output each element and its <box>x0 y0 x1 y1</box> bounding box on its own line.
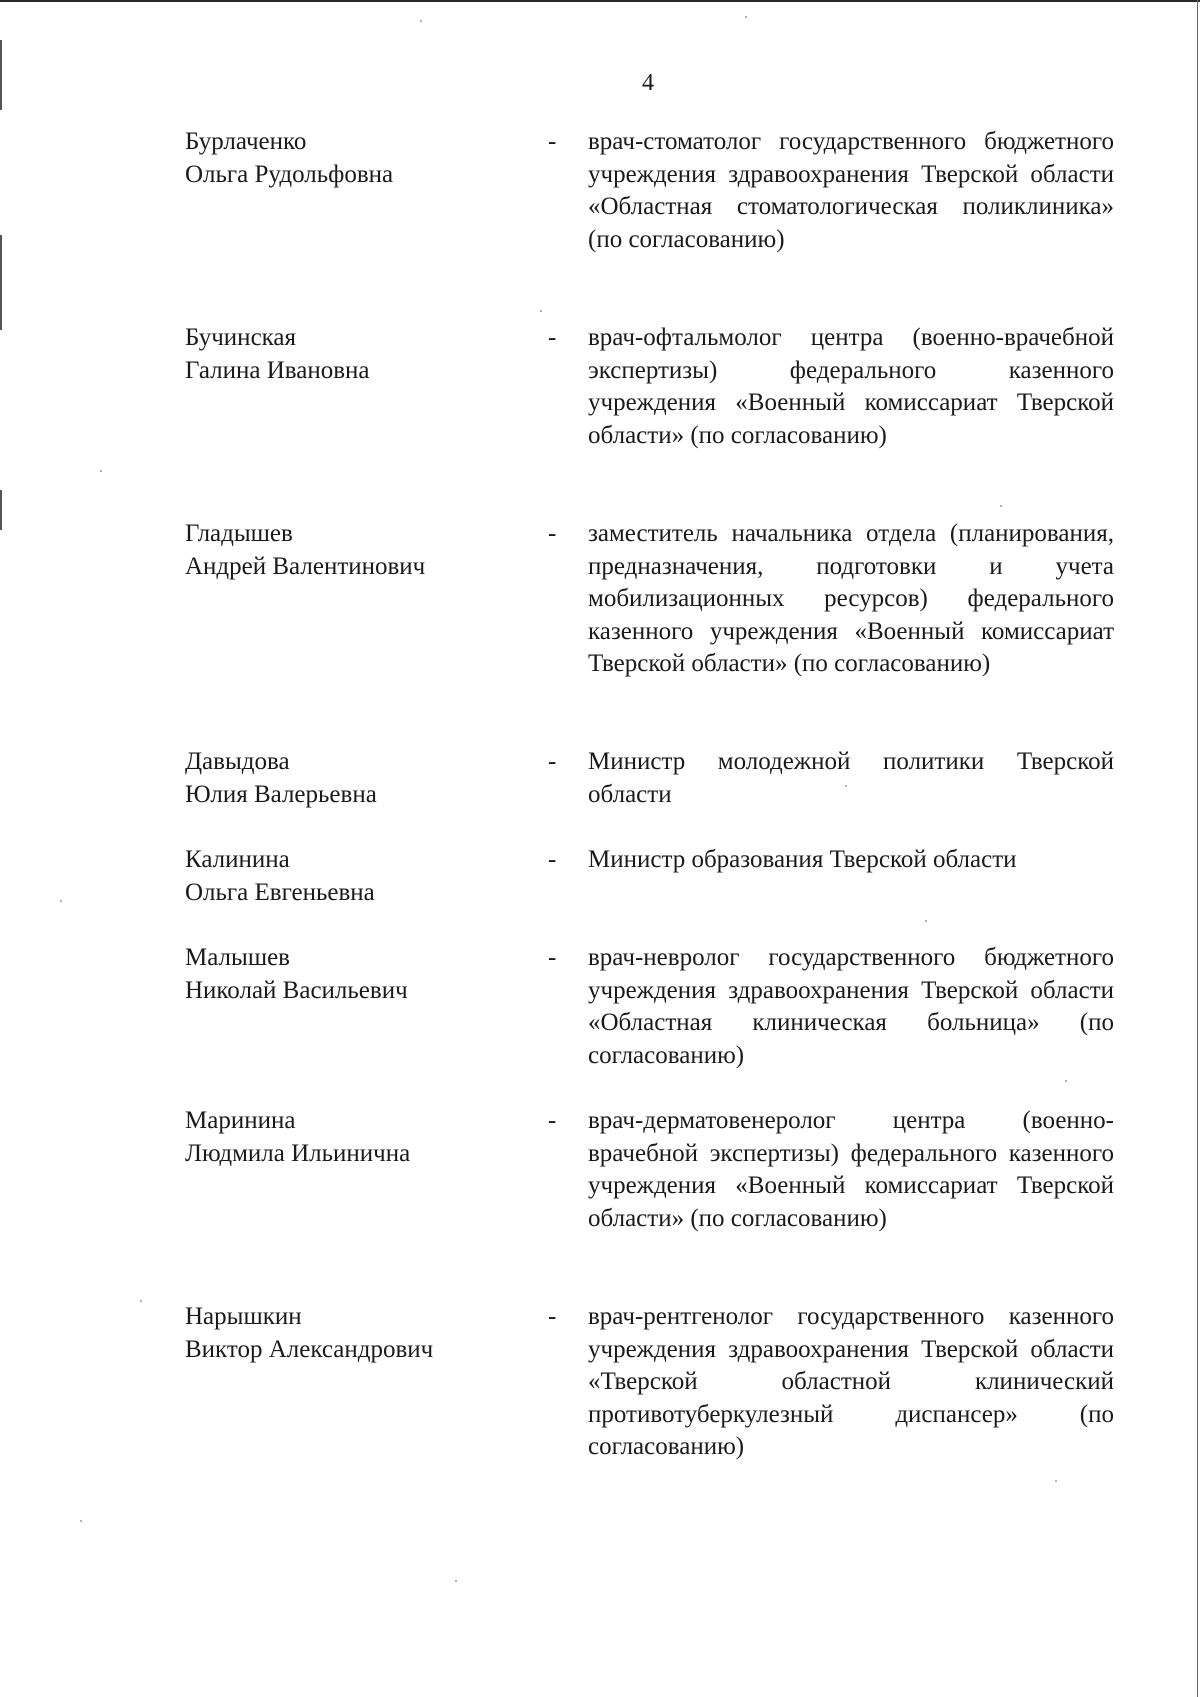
member-surname: Нарышкин <box>185 1303 302 1330</box>
entry-dash: - <box>548 846 557 873</box>
member-position: врач-рентгенолог государственного казенного учреждения здравоохранения Тверской области «Тверской областной клинический противотуберкулезный диспансер» (по согласованию) <box>588 1303 1114 1460</box>
member-given-names: Галина Ивановна <box>185 356 370 384</box>
member-position: Министр молодежной политики Тверской области <box>588 748 1114 808</box>
member-surname: Калинина <box>185 846 290 873</box>
member-name <box>185 1301 525 1366</box>
member-surname: Малышев <box>185 944 290 971</box>
entry-dash: - <box>548 748 557 775</box>
scan-speck <box>80 1520 82 1522</box>
member-position: врач-офтальмолог центра (военно-врачебной экспертизы) федерального казенного учреждения «Военный комиссариат Тверской области» (по согласованию) <box>588 324 1114 449</box>
member-given-names: Николай Васильевич <box>185 976 408 1004</box>
entry-dash: - <box>548 1107 557 1134</box>
entry-dash: - <box>548 1303 557 1330</box>
member-given-names: Юлия Валерьевна <box>185 780 377 808</box>
member-name <box>185 322 525 387</box>
member-surname: Гладышев <box>185 520 293 547</box>
member-name <box>185 942 525 1007</box>
member-position: врач-невролог государственного бюджетного учреждения здравоохранения Тверской области «Областная клиническая больница» (по согласованию) <box>588 944 1114 1069</box>
scan-speck <box>1055 1480 1057 1482</box>
member-given-names: Людмила Ильинична <box>185 1139 411 1167</box>
page-number: 4 <box>642 70 654 96</box>
scan-speck <box>540 310 542 312</box>
member-surname: Бурлаченко <box>185 128 307 155</box>
page-right-edge <box>1197 0 1198 1697</box>
scan-speck <box>100 470 102 472</box>
member-name <box>185 844 525 909</box>
scan-edge-mark <box>0 490 2 530</box>
member-given-names: Виктор Александрович <box>185 1335 434 1363</box>
member-position: заместитель начальника отдела (планирования, предназначения, подготовки и учета мобилизационных ресурсов) федерального казенного учреждения «Военный комиссариат Тверской области» (по согласованию) <box>588 520 1114 677</box>
entry-dash: - <box>548 128 557 155</box>
scan-speck <box>60 900 62 902</box>
scan-speck <box>420 20 422 22</box>
member-name <box>185 518 525 583</box>
scan-speck <box>845 785 847 787</box>
entry-dash: - <box>548 324 557 351</box>
member-name <box>185 1105 525 1170</box>
scan-speck <box>140 1300 142 1302</box>
member-position: врач-стоматолог государственного бюджетного учреждения здравоохранения Тверской области «Областная стоматологическая поликлиника» (по согласованию) <box>588 128 1114 253</box>
member-position: Министр образования Тверской области <box>588 846 1017 873</box>
member-given-names: Ольга Рудольфовна <box>185 160 394 188</box>
member-surname: Бучинская <box>185 324 297 351</box>
member-surname: Маринина <box>185 1107 296 1134</box>
scan-speck <box>745 16 747 18</box>
member-given-names: Ольга Евгеньевна <box>185 878 375 906</box>
scan-edge-mark <box>0 235 2 330</box>
member-given-names: Андрей Валентинович <box>185 552 426 580</box>
member-surname: Давыдова <box>185 748 290 775</box>
entry-dash: - <box>548 520 557 547</box>
entry-dash: - <box>548 944 557 971</box>
scan-speck <box>925 920 927 922</box>
page-top-edge <box>0 0 1200 2</box>
scan-speck <box>455 1580 457 1582</box>
scan-speck <box>1065 1080 1067 1082</box>
scan-speck <box>1000 505 1002 507</box>
member-name <box>185 746 525 811</box>
member-name <box>185 126 525 191</box>
member-position: врач-дерматовенеролог центра (военно-врачебной экспертизы) федерального казенного учреждения «Военный комиссариат Тверской области» (по согласованию) <box>588 1107 1114 1232</box>
